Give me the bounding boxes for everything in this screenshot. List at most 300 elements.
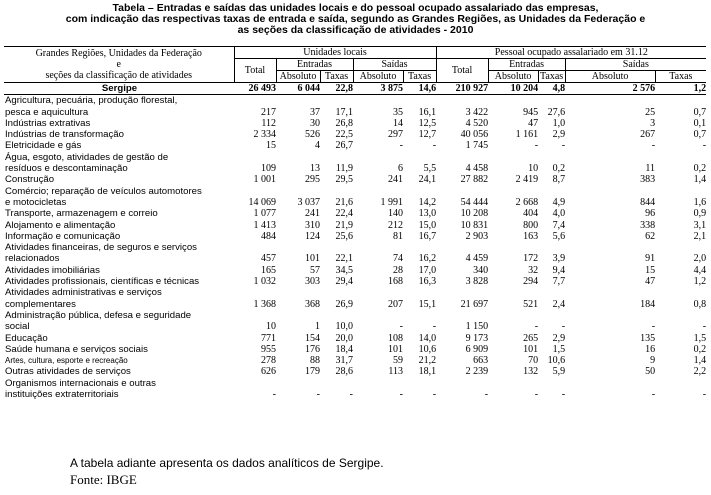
cell-value: 1 032: [253, 276, 276, 288]
header-entradas-pessoal: Entradas: [488, 59, 565, 71]
cell-value: 16,3: [418, 276, 437, 288]
row-label-line: relacionados: [5, 253, 60, 265]
header-absoluto: Absoluto: [488, 71, 538, 83]
table-row: [4, 220, 706, 231]
cell-value: 24,1: [418, 174, 437, 186]
cell-value: 3 422: [465, 106, 489, 118]
cell-value: -: [651, 321, 656, 333]
row-label: [4, 174, 234, 185]
cell-value: 368: [305, 298, 320, 310]
row-label-line: Água, esgoto, atividades de gestão de: [5, 151, 169, 163]
cell-value: 267: [640, 129, 656, 141]
row-label-line: Indústrias de transformação: [5, 129, 124, 141]
cell-value: 9: [650, 355, 656, 367]
cell-value: 27 882: [460, 174, 489, 186]
header-saidas-pessoal: Saídas: [565, 59, 706, 71]
cell-value: 340: [473, 264, 489, 276]
cell-value: 771: [261, 332, 276, 344]
cell-value: 135: [640, 332, 656, 344]
cell-value: 28: [393, 264, 403, 276]
cell-value: 4,4: [693, 264, 707, 276]
cell-value: 3 875: [353, 83, 403, 95]
cell-value: 21 697: [460, 298, 489, 310]
cell-value: 11: [645, 163, 656, 175]
cell-value: 168: [388, 276, 403, 288]
note-text: A tabela adiante apresenta os dados analíticos de Sergipe.: [70, 456, 384, 470]
row-label-line: Artes, cultura, esporte e recreação: [5, 356, 128, 366]
cell-value: 241: [388, 174, 403, 186]
cell-value: 0,7: [693, 106, 707, 118]
cell-value: 108: [388, 332, 403, 344]
row-label-line: complementares: [5, 298, 76, 310]
header-taxas: Taxas: [320, 71, 353, 83]
cell-value: 10 204: [488, 83, 538, 95]
cell-value: 74: [393, 253, 403, 265]
cell-value: 5,6: [552, 230, 566, 242]
cell-value: 457: [261, 253, 276, 265]
cell-value: 27,6: [547, 106, 566, 118]
table-row: [4, 310, 706, 333]
table-row: [4, 118, 706, 129]
row-label-line: pesca e aquicultura: [5, 106, 89, 118]
cell-value: 30: [310, 117, 320, 129]
cell-value: 1,2: [693, 276, 707, 288]
row-label: [4, 366, 234, 377]
row-label: [4, 129, 234, 140]
cell-value: 20,0: [335, 332, 353, 344]
cell-value: 18,1: [418, 366, 437, 378]
cell-value: 0,9: [693, 208, 707, 220]
cell-value: 6 909: [465, 343, 489, 355]
cell-value: 47: [645, 276, 656, 288]
cell-value: 25: [645, 106, 656, 118]
cell-value: 29,5: [335, 174, 353, 186]
cell-value: 109: [261, 163, 276, 175]
cell-value: 26,7: [335, 140, 353, 152]
cell-value: 15,0: [418, 219, 437, 231]
cell-value: 88: [310, 355, 320, 367]
table-row: [4, 140, 706, 151]
cell-value: 7,4: [552, 219, 566, 231]
cell-value: 163: [523, 230, 539, 242]
cell-value: 21,6: [335, 196, 353, 208]
cell-value: 47: [528, 117, 539, 129]
cell-value: -: [702, 140, 707, 152]
row-label: [4, 95, 234, 118]
cell-value: 16,2: [418, 253, 437, 265]
cell-value: 0,2: [552, 163, 566, 175]
header-absoluto: Absoluto: [353, 71, 403, 83]
cell-value: 113: [388, 366, 403, 378]
cell-value: 1,4: [693, 355, 707, 367]
cell-value: 2,4: [552, 298, 566, 310]
data-table: [4, 46, 706, 400]
row-label-line: resíduos e descontaminação: [5, 163, 128, 175]
cell-value: 338: [640, 219, 656, 231]
source-text: Fonte: IBGE: [70, 472, 137, 487]
cell-value: 57: [310, 264, 320, 276]
cell-value: 16,1: [418, 106, 437, 118]
cell-value: 4: [315, 140, 320, 152]
cell-value: 70: [528, 355, 539, 367]
cell-value: 383: [640, 174, 656, 186]
table-row: [4, 129, 706, 140]
cell-value: -: [432, 140, 437, 152]
cell-value: 10: [528, 163, 539, 175]
cell-value: 295: [305, 174, 320, 186]
cell-value: 2,9: [552, 129, 566, 141]
cell-value: 6: [398, 163, 403, 175]
row-label-line: Alojamento e alimentação: [5, 219, 116, 231]
row-label-line: Organismos internacionais e outras: [5, 377, 156, 389]
row-label: [4, 242, 234, 265]
row-label-line: Eletricidade e gás: [5, 140, 82, 152]
row-label-line: Construção: [5, 174, 55, 186]
cell-value: 521: [523, 298, 539, 310]
cell-value: -: [651, 140, 656, 152]
cell-value: 278: [261, 355, 276, 367]
cell-value: -: [651, 389, 656, 401]
cell-value: 2 419: [515, 174, 539, 186]
cell-value: 4 459: [465, 253, 489, 265]
cell-value: -: [399, 140, 403, 152]
cell-value: 210 927: [436, 83, 488, 95]
table-row: [4, 208, 706, 219]
cell-value: -: [561, 389, 566, 401]
cell-value: 132: [523, 366, 539, 378]
cell-value: 626: [261, 366, 276, 378]
table-row: [4, 186, 706, 209]
cell-value: 10 831: [460, 219, 489, 231]
row-label: [4, 333, 234, 344]
cell-value: 1,0: [552, 117, 566, 129]
cell-value: 3,1: [693, 219, 707, 231]
title-line-3: as seções da classificação de atividades - 2010: [237, 24, 474, 36]
cell-value: 1: [315, 321, 320, 333]
cell-value: -: [272, 389, 276, 401]
cell-value: 2,9: [552, 332, 566, 344]
row-label: [4, 83, 234, 95]
cell-value: 4,9: [552, 196, 566, 208]
cell-value: 2 239: [465, 366, 489, 378]
cell-value: 10,6: [547, 355, 566, 367]
cell-value: 7,7: [552, 276, 566, 288]
header-taxas: Taxas: [539, 71, 564, 82]
cell-value: 10 208: [460, 208, 489, 220]
row-label-line: instituições extraterritoriais: [5, 389, 119, 401]
row-label: [4, 231, 234, 242]
table-row: [4, 174, 706, 185]
table-row: [4, 265, 706, 276]
cell-value: 176: [305, 343, 320, 355]
cell-value: 184: [640, 298, 656, 310]
cell-value: -: [399, 321, 403, 333]
cell-value: 96: [645, 208, 656, 220]
stub-header: [4, 47, 234, 83]
cell-value: 10: [266, 321, 276, 333]
cell-value: 25,6: [335, 230, 353, 242]
row-label: [4, 208, 234, 219]
cell-value: 1 001: [253, 174, 276, 186]
cell-value: 2,2: [693, 366, 707, 378]
row-label-line: Agricultura, pecuária, produção florestal,: [5, 95, 178, 107]
cell-value: 154: [305, 332, 320, 344]
cell-value: 945: [523, 106, 539, 118]
cell-value: 0,1: [693, 117, 707, 129]
cell-value: 4 458: [465, 163, 489, 175]
cell-value: 91: [645, 253, 656, 265]
row-label: [4, 287, 234, 310]
cell-value: 2,1: [693, 230, 707, 242]
cell-value: -: [534, 321, 539, 333]
cell-value: 3 037: [297, 196, 320, 208]
cell-value: 165: [261, 264, 276, 276]
row-label-line: Educação: [5, 332, 48, 344]
row-label: [4, 344, 234, 355]
table-row: [4, 344, 706, 355]
cell-value: 15,1: [418, 298, 437, 310]
cell-value: 303: [305, 276, 320, 288]
cell-value: 62: [645, 230, 656, 242]
cell-value: 1,4: [693, 174, 707, 186]
cell-value: 2 668: [515, 196, 539, 208]
cell-value: 14,2: [418, 196, 437, 208]
cell-value: 1 413: [253, 219, 276, 231]
cell-value: 297: [388, 129, 403, 141]
cell-value: -: [534, 140, 539, 152]
cell-value: 800: [523, 219, 539, 231]
row-label-line: Atividades profissionais, científicas e técnicas: [5, 276, 200, 288]
row-label-line: Saúde humana e serviços sociais: [5, 343, 148, 355]
cell-value: 212: [388, 219, 403, 231]
group-header-unidades: Unidades locais: [234, 47, 436, 59]
cell-value: 5,9: [552, 366, 566, 378]
cell-value: 1,5: [693, 332, 707, 344]
cell-value: 404: [523, 208, 539, 220]
cell-value: 14 069: [248, 196, 276, 208]
cell-value: 40 056: [460, 129, 489, 141]
row-label-line: social: [5, 321, 30, 333]
row-label-line: e motocicletas: [5, 196, 67, 208]
cell-value: 18,4: [335, 343, 353, 355]
cell-value: 1 161: [515, 129, 539, 141]
table-row: [4, 366, 706, 377]
cell-value: 34,5: [335, 264, 353, 276]
cell-value: 955: [261, 343, 276, 355]
cell-value: 2,0: [693, 253, 707, 265]
cell-value: 12,5: [418, 117, 437, 129]
table-row: [4, 152, 706, 175]
table-row: [4, 276, 706, 287]
title-line-1: Tabela – Entradas e saídas das unidades locais e do pessoal ocupado assalariado das empresas,: [112, 2, 599, 14]
cell-value: 29,4: [335, 276, 353, 288]
cell-value: 21,9: [335, 219, 353, 231]
cell-value: 14,6: [403, 83, 436, 95]
cell-value: 16: [645, 343, 656, 355]
cell-value: 101: [305, 253, 320, 265]
cell-value: 26,9: [335, 298, 353, 310]
cell-value: -: [561, 321, 566, 333]
cell-value: 8,7: [552, 174, 566, 186]
cell-value: 294: [523, 276, 539, 288]
cell-value: 50: [645, 366, 656, 378]
cell-value: 3,9: [552, 253, 566, 265]
cell-value: 484: [261, 230, 276, 242]
row-label-line: Comércio; reparação de veículos automotores: [5, 185, 202, 197]
cell-value: 217: [261, 106, 276, 118]
cell-value: 1 745: [465, 140, 489, 152]
cell-value: 32: [528, 264, 539, 276]
cell-value: -: [702, 321, 707, 333]
cell-value: 112: [261, 117, 276, 129]
cell-value: -: [349, 389, 353, 401]
cell-value: -: [561, 140, 566, 152]
cell-value: 54 444: [460, 196, 489, 208]
cell-value: 101: [523, 343, 539, 355]
cell-value: 265: [523, 332, 539, 344]
cell-value: 124: [305, 230, 320, 242]
row-label-line: Sergipe: [101, 83, 138, 94]
cell-value: 207: [388, 298, 403, 310]
row-label-line: Indústrias extrativas: [5, 117, 91, 129]
row-label-line: Atividades administrativas e serviços: [5, 287, 162, 299]
row-label-line: Outras atividades de serviços: [5, 366, 131, 378]
table-row: [4, 333, 706, 344]
cell-value: 172: [523, 253, 539, 265]
cell-value: -: [399, 389, 403, 401]
cell-value: 15: [266, 140, 276, 152]
cell-value: 3 828: [465, 276, 489, 288]
cell-value: 22,8: [320, 83, 353, 95]
table-row: [4, 378, 706, 401]
group-header-pessoal: Pessoal ocupado assalariado em 31.12: [436, 47, 706, 59]
header-total-pessoal: Total: [436, 59, 488, 83]
cell-value: 1,6: [693, 196, 707, 208]
cell-value: 1 150: [465, 321, 489, 333]
stub-header-line-3: seções da classificação de atividades: [45, 70, 193, 81]
table-row: [4, 355, 706, 366]
cell-value: 22,4: [335, 208, 353, 220]
row-label-line: Transporte, armazenagem e correio: [5, 208, 158, 220]
header-total-unidades: Total: [234, 59, 276, 83]
cell-value: 526: [305, 129, 320, 141]
cell-value: 10,0: [335, 321, 353, 333]
cell-value: -: [432, 389, 437, 401]
row-label: [4, 220, 234, 231]
row-label: [4, 276, 234, 287]
row-label: [4, 355, 234, 366]
cell-value: 241: [305, 208, 320, 220]
cell-value: 22,5: [335, 129, 353, 141]
cell-value: 10,6: [418, 343, 437, 355]
cell-value: 9,4: [552, 264, 566, 276]
cell-value: 11,9: [335, 163, 353, 175]
cell-value: 13: [310, 163, 320, 175]
row-label: [4, 186, 234, 209]
cell-value: 17,1: [335, 106, 353, 118]
cell-value: 13,0: [418, 208, 437, 220]
cell-value: 81: [393, 230, 403, 242]
cell-value: 14: [393, 117, 403, 129]
cell-value: 0,2: [693, 343, 707, 355]
cell-value: -: [432, 321, 437, 333]
cell-value: 26 493: [234, 83, 276, 95]
cell-value: -: [534, 389, 539, 401]
cell-value: 17,0: [418, 264, 437, 276]
cell-value: -: [316, 389, 320, 401]
header-saidas-unidades: Saídas: [353, 59, 436, 71]
cell-value: 3: [650, 117, 656, 129]
cell-value: 4,0: [552, 208, 566, 220]
cell-value: 14,0: [418, 332, 437, 344]
cell-value: -: [702, 389, 707, 401]
cell-value: 1,2: [655, 83, 706, 95]
cell-value: 663: [473, 355, 489, 367]
stub-header-line-1: Grandes Regiões, Unidades da Federação: [35, 48, 202, 59]
cell-value: 15: [645, 264, 656, 276]
row-label-line: Informação e comunicação: [5, 230, 121, 242]
cell-value: 179: [305, 366, 320, 378]
cell-value: 9 173: [465, 332, 489, 344]
cell-value: 31,7: [335, 355, 353, 367]
cell-value: 1 368: [253, 298, 276, 310]
row-label: [4, 152, 234, 175]
row-label: [4, 265, 234, 276]
cell-value: 4 520: [465, 117, 489, 129]
cell-value: 1 077: [253, 208, 276, 220]
table-row: [4, 95, 706, 118]
table-row: [4, 287, 706, 310]
cell-value: 0,8: [693, 298, 707, 310]
cell-value: 26,8: [335, 117, 353, 129]
cell-value: 21,2: [418, 355, 437, 367]
cell-value: 2 903: [465, 230, 489, 242]
table-title: [0, 3, 711, 36]
row-label-line: Atividades imobiliárias: [5, 264, 100, 276]
cell-value: 0,7: [693, 129, 707, 141]
cell-value: 844: [640, 196, 656, 208]
cell-value: 59: [393, 355, 403, 367]
total-row: [4, 83, 706, 95]
cell-value: 2 576: [565, 83, 655, 95]
table-row: [4, 231, 706, 242]
cell-value: 140: [388, 208, 403, 220]
cell-value: 35: [393, 106, 403, 118]
table-body: [4, 83, 706, 401]
cell-value: 12,7: [418, 129, 437, 141]
cell-value: 1 991: [380, 196, 403, 208]
row-label: [4, 310, 234, 333]
cell-value: 37: [310, 106, 320, 118]
cell-value: 2 334: [253, 129, 276, 141]
table-row: [4, 242, 706, 265]
header-taxas: Taxas: [655, 71, 706, 83]
cell-value: 5,5: [423, 163, 437, 175]
row-label-line: Administração pública, defesa e seguridade: [5, 309, 192, 321]
header-entradas-unidades: Entradas: [276, 59, 353, 71]
cell-value: 101: [388, 343, 403, 355]
cell-value: 22,1: [335, 253, 353, 265]
row-label: [4, 118, 234, 129]
row-label: [4, 140, 234, 151]
cell-value: 1,5: [552, 343, 566, 355]
cell-value: 28,6: [335, 366, 353, 378]
header-absoluto: Absoluto: [565, 71, 655, 83]
row-label-line: Atividades financeiras, de seguros e serviços: [5, 242, 197, 254]
header-absoluto: Absoluto: [276, 71, 320, 83]
stub-header-line-2: e: [116, 59, 121, 70]
header-taxas: Taxas: [403, 71, 436, 83]
